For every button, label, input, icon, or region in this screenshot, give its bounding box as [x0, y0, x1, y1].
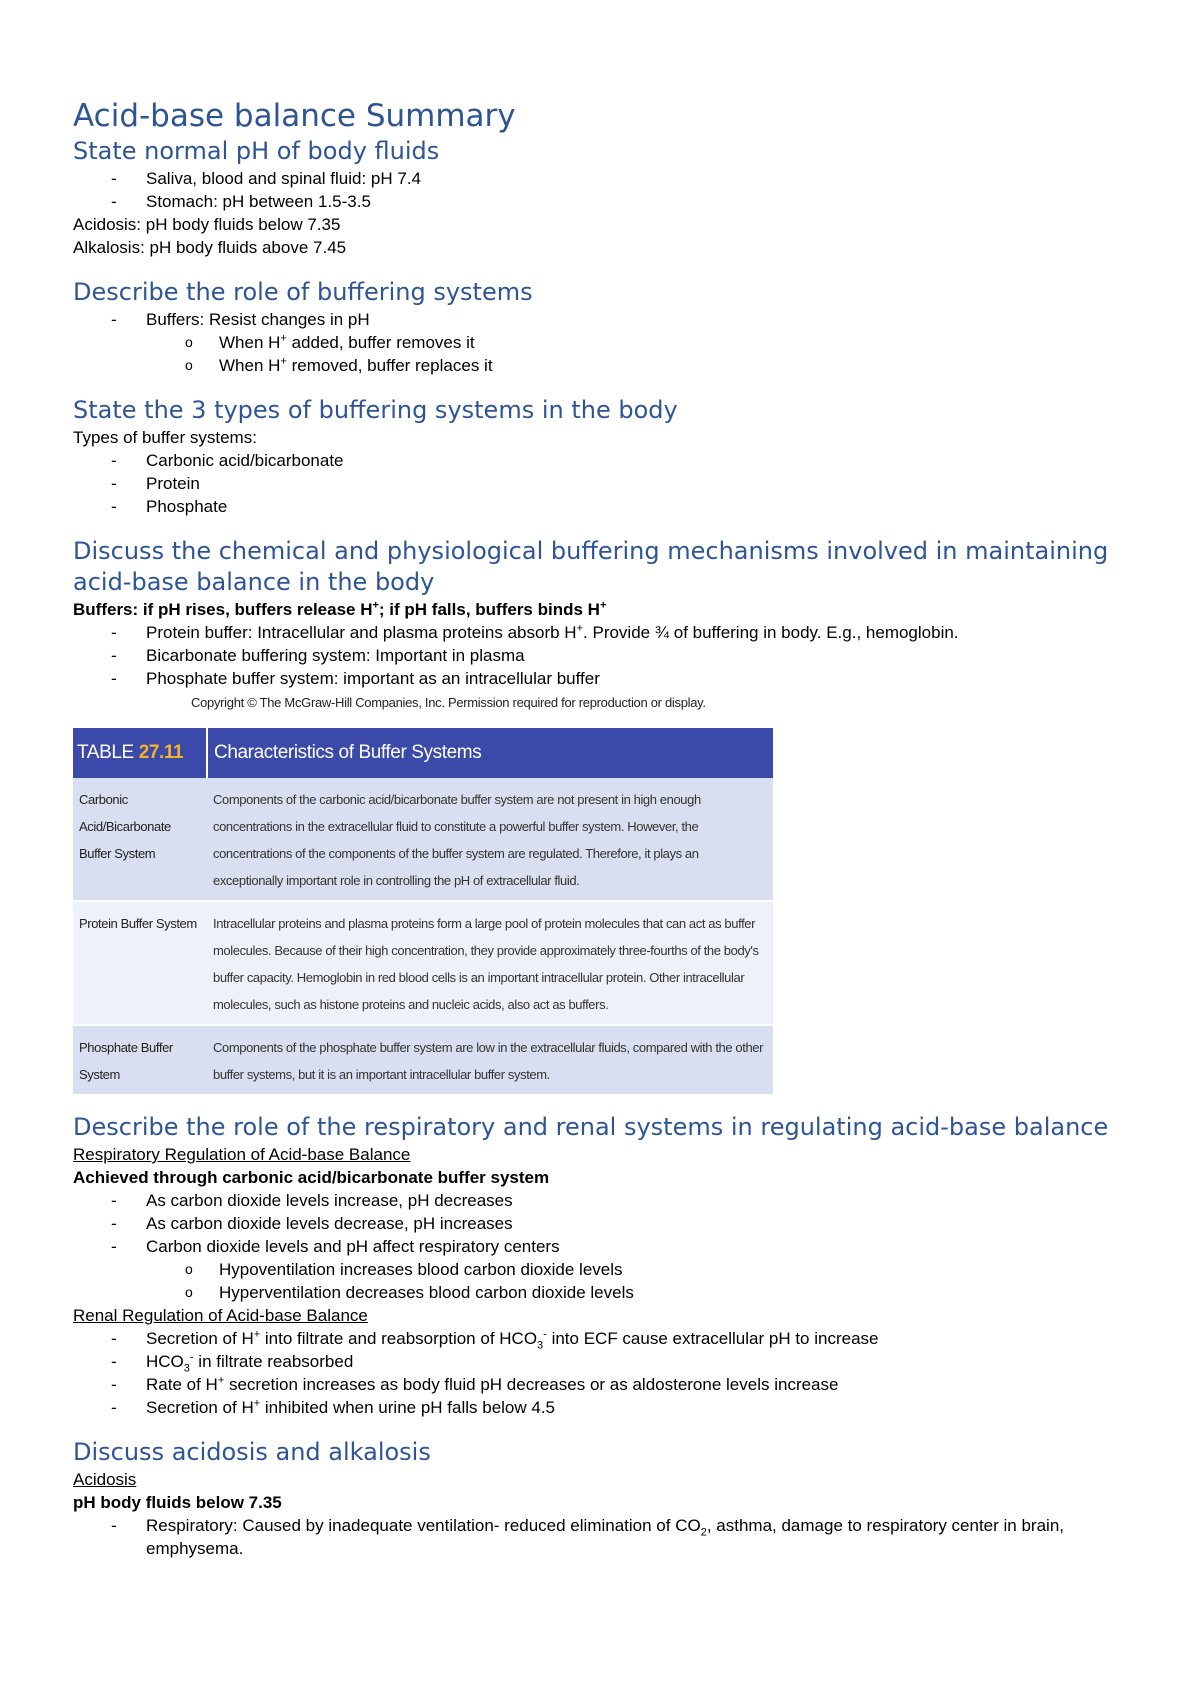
table-row-description: Intracellular proteins and plasma proteins form a large pool of protein molecules that can act as buffer molecules. Because of their high concentration, they provide approximately three-fourths of the body's buffer capacity. Hemoglobin in red blood cells is an important intracellular protein. Other intracellular molecules, such as histone proteins and nucleic acids, also act as buffers. — [213, 916, 759, 1012]
sub-list-item: o Hypoventilation increases blood carbon dioxide levels — [73, 1258, 1133, 1281]
list-item: - Protein buffer: Intracellular and plasma proteins absorb H+. Provide ¾ of buffering in body. E.g., hemoglobin. — [73, 621, 1133, 644]
table-row-label: Carbonic Acid/Bicarbonate Buffer System — [79, 792, 171, 861]
sub-list-item: o When H+ added, buffer removes it — [73, 331, 1133, 354]
renal-subtitle: Renal Regulation of Acid-base Balance — [73, 1306, 368, 1325]
buffer-systems-table-figure — [73, 694, 773, 1094]
list-item: - Saliva, blood and spinal fluid: pH 7.4 — [73, 167, 1133, 190]
table-row — [73, 778, 773, 900]
sub-list-item: o When H+ removed, buffer replaces it — [73, 354, 1133, 377]
section-heading-buffer-types: State the 3 types of buffering systems in the body — [73, 396, 678, 424]
list-item: - Rate of H+ secretion increases as body fluid pH decreases or as aldosterone levels increase — [73, 1373, 1133, 1396]
acidosis-bold-line: pH body fluids below 7.35 — [73, 1493, 282, 1512]
copyright-notice: Copyright © The McGraw-Hill Companies, Inc. Permission required for reproduction or display. — [191, 695, 706, 710]
list-item: - As carbon dioxide levels increase, pH decreases — [73, 1189, 1133, 1212]
list-item: - Phosphate — [73, 495, 1133, 518]
table-row — [73, 1026, 773, 1094]
list-item: - Carbon dioxide levels and pH affect respiratory centers — [73, 1235, 1133, 1258]
list-item: - Secretion of H+ into filtrate and reabsorption of $HCO_3^-$ into ECF cause extracellular pH to increase — [73, 1327, 1133, 1350]
acidosis-line: Acidosis: pH body fluids below 7.35 — [73, 215, 341, 234]
list-item: - $HCO_3^-$ in filtrate reabsorbed — [73, 1350, 1133, 1373]
respiratory-bold-line: Achieved through carbonic acid/bicarbonate buffer system — [73, 1168, 550, 1187]
list-item: - Protein — [73, 472, 1133, 495]
table-row-label: Protein Buffer System — [79, 916, 197, 931]
section-heading-buffering-role: Describe the role of buffering systems — [73, 278, 533, 306]
page-title: Acid-base balance Summary — [73, 98, 516, 134]
table-number: TABLE 27.11 — [73, 728, 207, 778]
table-row-label: Phosphate Buffer System — [79, 1040, 173, 1082]
list-item: - Carbonic acid/bicarbonate — [73, 449, 1133, 472]
list-item: - Respiratory: Caused by inadequate ventilation- reduced elimination of $CO_2$, asthma, damage to respiratory center in brain, emphysema. — [73, 1514, 1133, 1560]
table-caption: Characteristics of Buffer Systems — [214, 742, 482, 763]
section-heading-normal-ph: State normal pH of body fluids — [73, 137, 440, 165]
list-item: - Phosphate buffer system: important as an intracellular buffer — [73, 667, 1133, 690]
document-content — [73, 96, 1133, 1560]
list-item: - Secretion of H+ inhibited when urine pH falls below 4.5 — [73, 1396, 1133, 1419]
list-item: - Bicarbonate buffering system: Important in plasma — [73, 644, 1133, 667]
buffers-rule: Buffers: if pH rises, buffers release H+; if pH falls, buffers binds H+ — [73, 599, 607, 619]
section-heading-acidosis-alkalosis: Discuss acidosis and alkalosis — [73, 1438, 431, 1466]
section-heading-buffering-mechanisms: Discuss the chemical and physiological buffering mechanisms involved in maintaining acid-base balance in the body — [73, 537, 1109, 596]
list-item: - As carbon dioxide levels decrease, pH increases — [73, 1212, 1133, 1235]
table-header — [73, 728, 773, 778]
section-heading-respiratory-renal: Describe the role of the respiratory and renal systems in regulating acid-base balance — [73, 1113, 1109, 1141]
table-row — [73, 902, 773, 1024]
list-item: - Buffers: Resist changes in pH — [73, 308, 1133, 331]
alkalosis-line: Alkalosis: pH body fluids above 7.45 — [73, 238, 347, 257]
buffer-types-intro: Types of buffer systems: — [73, 428, 257, 447]
list-item: - Stomach: pH between 1.5-3.5 — [73, 190, 1133, 213]
buffer-systems-table — [73, 728, 773, 1094]
acidosis-subtitle: Acidosis — [73, 1470, 137, 1489]
table-row-description: Components of the phosphate buffer system are low in the extracellular fluids, compared with the other buffer systems, but it is an important intracellular buffer system. — [213, 1040, 764, 1082]
sub-list-item: o Hyperventilation decreases blood carbon dioxide levels — [73, 1281, 1133, 1304]
respiratory-subtitle: Respiratory Regulation of Acid-base Balance — [73, 1145, 411, 1164]
table-row-description: Components of the carbonic acid/bicarbonate buffer system are not present in high enough concentrations in the extracellular fluid to constitute a powerful buffer system. However, the concentrations of the components of the buffer system are regulated. Therefore, it plays an exceptionally important role in controlling the pH of extracellular fluid. — [213, 792, 701, 888]
